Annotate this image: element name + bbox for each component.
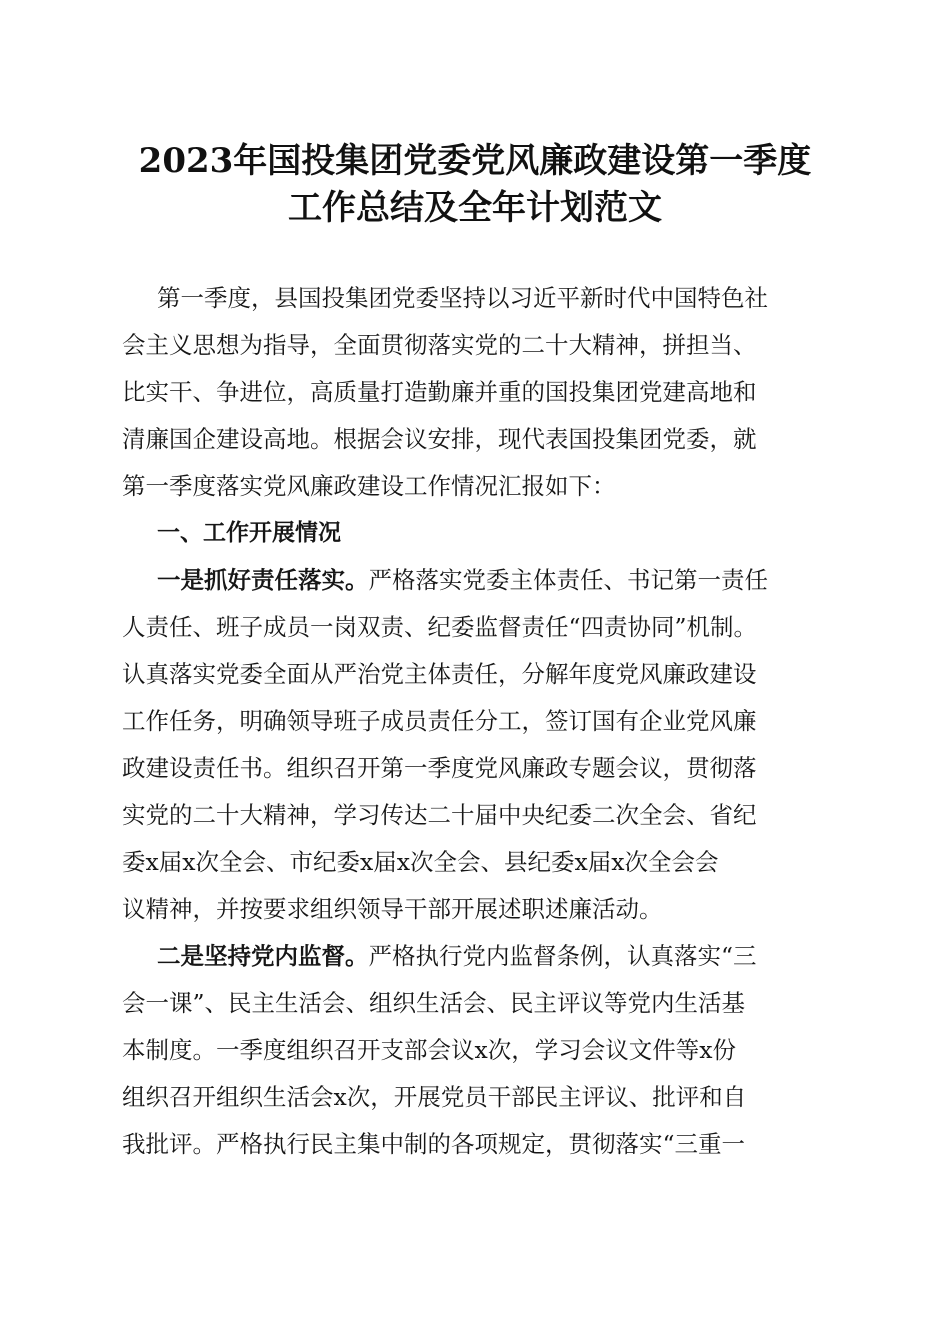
paragraph-3-line: 组织召开组织生活会x次，开展党员干部民主评议、批评和自 xyxy=(122,1083,747,1111)
paragraph-1-line: 第一季度落实党风廉政建设工作情况汇报如下： xyxy=(122,472,616,500)
paragraph-2-line: 工作任务，明确领导班子成员责任分工，签订国有企业党风廉 xyxy=(122,707,757,735)
title-line-1: 2023年国投集团党委党风廉政建设第一季度 xyxy=(138,141,812,181)
document-title xyxy=(100,138,850,232)
paragraph-2-line: 议精神，并按要求组织领导干部开展述职述廉活动。 xyxy=(122,895,663,923)
paragraph-2-line: 人责任、班子成员一岗双责、纪委监督责任“四责协同”机制。 xyxy=(122,613,758,641)
paragraph-1-line: 第一季度，县国投集团党委坚持以习近平新时代中国特色社 xyxy=(157,284,768,312)
paragraph-2-line: 委x届x次全会、市纪委x届x次全会、县纪委x届x次全会会 xyxy=(122,848,719,876)
paragraph-2-line: 认真落实党委全面从严治党主体责任，分解年度党风廉政建设 xyxy=(122,660,757,688)
title-line-2: 工作总结及全年计划范文 xyxy=(288,188,662,228)
paragraph-3-line: 我批评。严格执行民主集中制的各项规定，贯彻落实“三重一 xyxy=(122,1130,746,1158)
paragraph-3-lead: 二是坚持党内监督。 xyxy=(157,942,369,970)
paragraph-3-line: 本制度。一季度组织召开支部会议x次，学习会议文件等x份 xyxy=(122,1036,737,1064)
document-body xyxy=(122,275,834,1168)
paragraph-3-line: 会一课”、民主生活会、组织生活会、民主评议等党内生活基 xyxy=(122,989,746,1017)
paragraph-1-line: 清廉国企建设高地。根据会议安排，现代表国投集团党委，就 xyxy=(122,425,757,453)
paragraph-3-first-rest: 严格执行党内监督条例，认真落实“三 xyxy=(368,942,757,970)
paragraph-3-first-line xyxy=(122,933,834,980)
paragraph-2-first-rest: 严格落实党委主体责任、书记第一责任 xyxy=(368,566,768,594)
paragraph-1-line: 比实干、争进位，高质量打造勤廉并重的国投集团党建高地和 xyxy=(122,378,757,406)
paragraph-2-line: 政建设责任书。组织召开第一季度党风廉政专题会议，贯彻落 xyxy=(122,754,757,782)
section-heading: 一、工作开展情况 xyxy=(157,520,341,546)
paragraph-2-lead: 一是抓好责任落实。 xyxy=(157,566,369,594)
paragraph-1-line: 会主义思想为指导，全面贯彻落实党的二十大精神，拼担当、 xyxy=(122,331,757,359)
paragraph-2-line: 实党的二十大精神，学习传达二十届中央纪委二次全会、省纪 xyxy=(122,801,757,829)
paragraph-2-first-line xyxy=(122,557,834,604)
